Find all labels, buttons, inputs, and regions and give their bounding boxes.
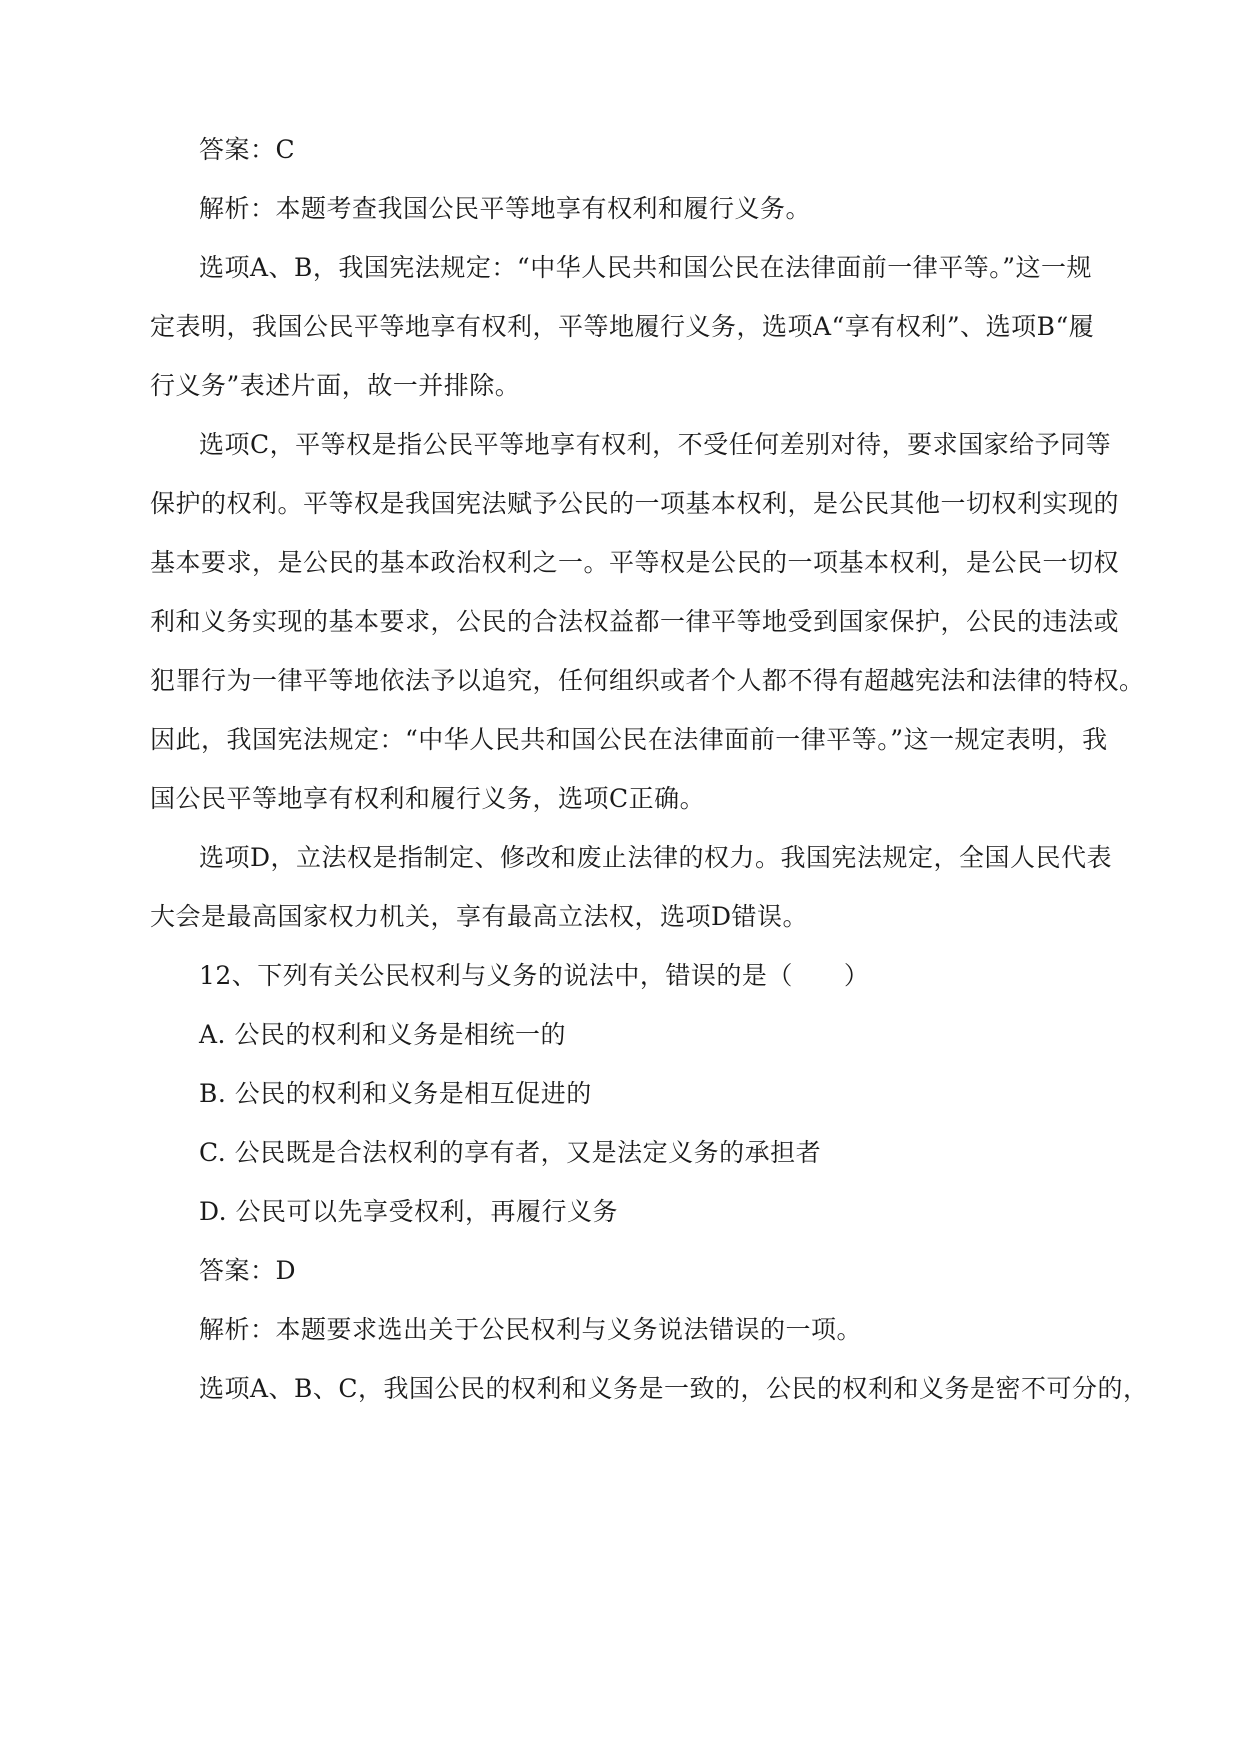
paragraph-line: 基本要求，是公民的基本政治权利之一。平等权是公民的一项基本权利，是公民一切权 bbox=[150, 548, 1120, 577]
analysis-line: 解析：本题考查我国公民平等地享有权利和履行义务。 bbox=[199, 194, 812, 223]
paragraph-line: 国公民平等地享有权利和履行义务，选项C正确。 bbox=[150, 784, 706, 813]
paragraph-line: 大会是最高国家权力机关，享有最高立法权，选项D错误。 bbox=[150, 902, 809, 931]
option-c: C. 公民既是合法权利的享有者，又是法定义务的承担者 bbox=[199, 1138, 822, 1167]
paragraph-line: 定表明，我国公民平等地享有权利，平等地履行义务，选项A“享有权利”、选项B“履 bbox=[150, 312, 1095, 341]
paragraph-line: 选项A、B，我国宪法规定：“中华人民共和国公民在法律面前一律平等。”这一规 bbox=[199, 253, 1092, 282]
paragraph-line: 行义务”表述片面，故一并排除。 bbox=[150, 371, 521, 400]
option-d: D. 公民可以先享受权利，再履行义务 bbox=[199, 1197, 619, 1226]
paragraph-line: 保护的权利。平等权是我国宪法赋予公民的一项基本权利，是公民其他一切权利实现的 bbox=[150, 489, 1120, 518]
analysis-line: 解析：本题要求选出关于公民权利与义务说法错误的一项。 bbox=[199, 1315, 863, 1344]
paragraph-line: 选项A、B、C，我国公民的权利和义务是一致的，公民的权利和义务是密不可分的， bbox=[199, 1374, 1149, 1403]
answer-line: 答案：C bbox=[199, 135, 296, 164]
paragraph-line: 选项C，平等权是指公民平等地享有权利，不受任何差别对待，要求国家给予同等 bbox=[199, 430, 1112, 459]
paragraph-line: 因此，我国宪法规定：“中华人民共和国公民在法律面前一律平等。”这一规定表明，我 bbox=[150, 725, 1108, 754]
paragraph-line: 犯罪行为一律平等地依法予以追究，任何组织或者个人都不得有超越宪法和法律的特权。 bbox=[150, 666, 1145, 695]
question-stem: 12、下列有关公民权利与义务的说法中，错误的是（ ） bbox=[199, 961, 870, 990]
answer-line: 答案：D bbox=[199, 1256, 297, 1285]
paragraph-line: 利和义务实现的基本要求，公民的合法权益都一律平等地受到国家保护，公民的违法或 bbox=[150, 607, 1120, 636]
paragraph-line: 选项D，立法权是指制定、修改和废止法律的权力。我国宪法规定，全国人民代表 bbox=[199, 843, 1113, 872]
option-a: A. 公民的权利和义务是相统一的 bbox=[199, 1020, 566, 1049]
option-b: B. 公民的权利和义务是相互促进的 bbox=[199, 1079, 592, 1108]
